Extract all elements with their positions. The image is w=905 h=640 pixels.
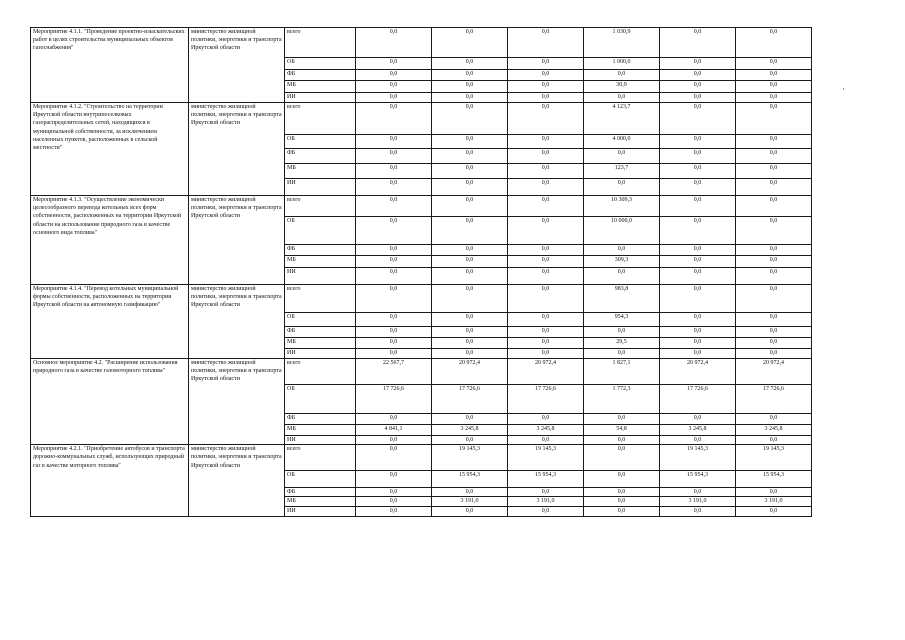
value-cell: 0,0 [432,70,508,81]
table-row [31,359,812,385]
value-cell: 17 726,6 [356,385,432,414]
value-cell: 0,0 [508,93,584,103]
value-cell: 4 000,0 [584,135,660,149]
value-cell: 17 726,6 [660,385,736,414]
table-row [31,196,812,217]
value-cell: 0,0 [356,179,432,196]
responsible-executor-cell: министерство жилищной политики, энергетики и транспорта Иркутской области [189,28,285,103]
responsible-executor-cell: министерство жилищной политики, энергетики и транспорта Иркутской области [189,359,285,445]
value-cell: 4 123,7 [584,103,660,135]
value-cell: 0,0 [432,313,508,327]
value-cell: 0,0 [660,349,736,359]
value-cell: 10 000,0 [584,217,660,245]
value-cell: 0,0 [736,245,812,256]
value-cell: 0,0 [432,28,508,58]
value-cell: 10 309,3 [584,196,660,217]
value-cell: 0,0 [508,285,584,313]
funding-source-cell: ИИ [285,93,356,103]
value-cell: 0,0 [356,81,432,93]
value-cell: 0,0 [660,149,736,164]
funding-source-cell: всего [285,285,356,313]
value-cell: 0,0 [356,285,432,313]
value-cell: 0,0 [736,164,812,179]
funding-source-cell: ФБ [285,70,356,81]
value-cell: 0,0 [432,196,508,217]
value-cell: 0,0 [432,164,508,179]
value-cell: 0,0 [660,58,736,70]
event-name-cell: Мероприятие 4.1.4. "Перевод котельных муниципальной формы собственности, расположенных на территории Иркутской области на автономную газификацию" [31,285,189,359]
value-cell: 954,3 [584,313,660,327]
value-cell: 3 245,8 [508,425,584,436]
value-cell: 0,0 [660,81,736,93]
value-cell: 0,0 [356,471,432,488]
value-cell: 19 145,3 [660,445,736,471]
value-cell: 0,0 [660,268,736,285]
funding-source-cell: ОБ [285,313,356,327]
value-cell: 0,0 [508,28,584,58]
value-cell: 3 245,8 [736,425,812,436]
value-cell: 0,0 [356,268,432,285]
value-cell: 0,0 [736,268,812,285]
value-cell: 0,0 [736,81,812,93]
budget-table [30,27,812,517]
value-cell: 0,0 [356,506,432,516]
value-cell: 0,0 [736,217,812,245]
value-cell: 0,0 [432,488,508,497]
value-cell: 0,0 [660,103,736,135]
funding-source-cell: всего [285,445,356,471]
value-cell: 15 954,3 [432,471,508,488]
value-cell: 0,0 [432,349,508,359]
value-cell: 0,0 [584,506,660,516]
value-cell: 19 145,3 [736,445,812,471]
value-cell: 29,5 [584,338,660,349]
value-cell: 20 972,4 [508,359,584,385]
value-cell: 0,0 [660,245,736,256]
value-cell: 0,0 [356,58,432,70]
funding-source-cell: всего [285,359,356,385]
funding-source-cell: ОБ [285,217,356,245]
value-cell: 123,7 [584,164,660,179]
value-cell: 0,0 [356,488,432,497]
value-cell: 1 827,1 [584,359,660,385]
value-cell: 0,0 [356,149,432,164]
value-cell: 0,0 [356,196,432,217]
value-cell: 0,0 [508,135,584,149]
value-cell: 0,0 [508,256,584,268]
funding-source-cell: МБ [285,425,356,436]
event-name-cell: Мероприятие 4.1.1. "Проведение проектно-изыскательских работ в целях строительства муниципальных объектов газоснабжения" [31,28,189,103]
value-cell: 3 245,8 [660,425,736,436]
value-cell: 1 000,0 [584,58,660,70]
funding-source-cell: МБ [285,338,356,349]
value-cell: 0,0 [356,349,432,359]
value-cell: 0,0 [508,179,584,196]
value-cell: 0,0 [432,414,508,425]
responsible-executor-cell: министерство жилищной политики, энергетики и транспорта Иркутской области [189,285,285,359]
value-cell: 0,0 [660,327,736,338]
value-cell: 0,0 [508,268,584,285]
value-cell: 0,0 [736,256,812,268]
value-cell: 15 954,3 [508,471,584,488]
value-cell: 0,0 [508,81,584,93]
responsible-executor-cell: министерство жилищной политики, энергетики и транспорта Иркутской области [189,196,285,285]
value-cell: 0,0 [584,471,660,488]
value-cell: 20 972,4 [736,359,812,385]
value-cell: 0,0 [432,58,508,70]
table-row [31,103,812,135]
funding-source-cell: ФБ [285,414,356,425]
funding-source-cell: ИИ [285,349,356,359]
value-cell: 0,0 [508,349,584,359]
value-cell: 0,0 [432,179,508,196]
value-cell: 0,0 [356,436,432,445]
value-cell: 0,0 [736,436,812,445]
value-cell: 3 191,0 [508,497,584,506]
value-cell: 0,0 [508,488,584,497]
value-cell: 54,8 [584,425,660,436]
value-cell: 0,0 [736,285,812,313]
value-cell: 0,0 [356,28,432,58]
value-cell: 3 191,0 [736,497,812,506]
value-cell: 0,0 [736,28,812,58]
value-cell: 0,0 [584,414,660,425]
value-cell: 0,0 [508,414,584,425]
value-cell: 17 726,6 [736,385,812,414]
value-cell: 3 191,0 [660,497,736,506]
value-cell: 0,0 [432,81,508,93]
funding-source-cell: всего [285,103,356,135]
value-cell: 0,0 [584,245,660,256]
value-cell: 0,0 [432,338,508,349]
value-cell: 0,0 [432,436,508,445]
value-cell: 19 145,3 [508,445,584,471]
value-cell: 22 567,7 [356,359,432,385]
value-cell: 0,0 [356,103,432,135]
value-cell: 4 841,1 [356,425,432,436]
value-cell: 0,0 [508,313,584,327]
value-cell: 0,0 [736,506,812,516]
value-cell: 0,0 [508,217,584,245]
value-cell: 0,0 [736,488,812,497]
funding-source-cell: ИИ [285,506,356,516]
table-row [31,445,812,471]
value-cell: 0,0 [356,497,432,506]
value-cell: 0,0 [660,217,736,245]
responsible-executor-cell: министерство жилищной политики, энергетики и транспорта Иркутской области [189,445,285,516]
value-cell: 0,0 [432,135,508,149]
value-cell: 0,0 [660,164,736,179]
value-cell: 0,0 [356,70,432,81]
value-cell: 0,0 [356,327,432,338]
value-cell: 0,0 [660,488,736,497]
value-cell: 983,8 [584,285,660,313]
value-cell: 0,0 [660,338,736,349]
value-cell: 3 245,8 [432,425,508,436]
value-cell: 309,3 [584,256,660,268]
value-cell: 0,0 [736,196,812,217]
value-cell: 17 726,6 [508,385,584,414]
value-cell: 0,0 [660,436,736,445]
value-cell: 0,0 [584,327,660,338]
value-cell: 0,0 [584,488,660,497]
value-cell: 17 726,6 [432,385,508,414]
value-cell: 0,0 [660,135,736,149]
value-cell: 0,0 [660,506,736,516]
value-cell: 0,0 [432,245,508,256]
value-cell: 0,0 [356,256,432,268]
value-cell: 0,0 [508,70,584,81]
value-cell: 0,0 [660,70,736,81]
funding-source-cell: ОБ [285,385,356,414]
funding-source-cell: ФБ [285,245,356,256]
funding-source-cell: ИИ [285,436,356,445]
value-cell: 0,0 [432,285,508,313]
value-cell: 0,0 [356,445,432,471]
funding-source-cell: ОБ [285,58,356,70]
value-cell: 0,0 [584,497,660,506]
value-cell: 20 972,4 [432,359,508,385]
event-name-cell: Основное мероприятие 4.2. "Расширение использования природного газа в качестве газомоторного топлива" [31,359,189,445]
value-cell: 0,0 [736,414,812,425]
value-cell: 0,0 [356,135,432,149]
value-cell: 0,0 [508,103,584,135]
funding-source-cell: МБ [285,497,356,506]
value-cell: 0,0 [660,285,736,313]
value-cell: 0,0 [660,313,736,327]
value-cell: 0,0 [736,349,812,359]
value-cell: 0,0 [508,149,584,164]
value-cell: 0,0 [432,217,508,245]
event-name-cell: Мероприятие 4.1.2. "Строительство на территории Иркутской области внутрипоселковых газораспределительных сетей, находящихся в муниципальной собственности, за исключением населенных пунктов, расположенных в сельской местности" [31,103,189,196]
value-cell: 0,0 [508,436,584,445]
value-cell: 0,0 [736,313,812,327]
value-cell: 0,0 [584,179,660,196]
value-cell: 0,0 [432,268,508,285]
value-cell: 0,0 [584,70,660,81]
value-cell: 0,0 [660,196,736,217]
value-cell: 0,0 [584,349,660,359]
value-cell: 0,0 [508,245,584,256]
value-cell: 20 972,4 [660,359,736,385]
value-cell: 0,0 [508,58,584,70]
funding-source-cell: ИИ [285,268,356,285]
value-cell: 15 954,3 [660,471,736,488]
value-cell: 0,0 [356,338,432,349]
funding-source-cell: МБ [285,256,356,268]
value-cell: 0,0 [356,313,432,327]
value-cell: 0,0 [584,445,660,471]
value-cell: 0,0 [508,196,584,217]
value-cell: 0,0 [508,506,584,516]
value-cell: 0,0 [432,327,508,338]
margin-tick: ' [843,88,845,95]
table-row [31,285,812,313]
value-cell: 19 145,3 [432,445,508,471]
value-cell: 0,0 [356,414,432,425]
value-cell: 0,0 [584,93,660,103]
value-cell: 0,0 [432,256,508,268]
value-cell: 0,0 [584,268,660,285]
value-cell: 0,0 [736,327,812,338]
funding-source-cell: всего [285,28,356,58]
value-cell: 0,0 [736,149,812,164]
value-cell: 15 954,3 [736,471,812,488]
budget-table-body [31,28,812,517]
value-cell: 0,0 [660,414,736,425]
value-cell: 0,0 [736,135,812,149]
value-cell: 0,0 [736,179,812,196]
value-cell: 0,0 [660,256,736,268]
funding-source-cell: ОБ [285,471,356,488]
table-row [31,28,812,58]
value-cell: 0,0 [736,70,812,81]
funding-source-cell: всего [285,196,356,217]
funding-source-cell: ФБ [285,488,356,497]
value-cell: 0,0 [736,103,812,135]
funding-source-cell: МБ [285,164,356,179]
value-cell: 0,0 [356,93,432,103]
value-cell: 0,0 [660,28,736,58]
value-cell: 0,0 [736,93,812,103]
value-cell: 30,9 [584,81,660,93]
value-cell: 1 030,9 [584,28,660,58]
funding-source-cell: ОБ [285,135,356,149]
value-cell: 0,0 [432,149,508,164]
value-cell: 0,0 [356,217,432,245]
funding-source-cell: ИИ [285,179,356,196]
value-cell: 0,0 [432,506,508,516]
value-cell: 3 191,0 [432,497,508,506]
value-cell: 0,0 [584,436,660,445]
value-cell: 0,0 [432,93,508,103]
value-cell: 0,0 [356,245,432,256]
value-cell: 0,0 [508,164,584,179]
event-name-cell: Мероприятие 4.2.1. "Приобретение автобусов и транспорта дорожно-коммунальных служб, использующих природный газ в качестве моторного топлива" [31,445,189,516]
value-cell: 0,0 [356,164,432,179]
value-cell: 1 772,3 [584,385,660,414]
value-cell: 0,0 [660,93,736,103]
value-cell: 0,0 [584,149,660,164]
value-cell: 0,0 [508,338,584,349]
value-cell: 0,0 [736,58,812,70]
value-cell: 0,0 [508,327,584,338]
responsible-executor-cell: министерство жилищной политики, энергетики и транспорта Иркутской области [189,103,285,196]
funding-source-cell: МБ [285,81,356,93]
funding-source-cell: ФБ [285,327,356,338]
funding-source-cell: ФБ [285,149,356,164]
event-name-cell: Мероприятие 4.1.3. "Осуществление экономически целесообразного перевода котельных всех форм собственности, расположенных на территории Иркутской области на использование природного газа в качестве основного вида топлива" [31,196,189,285]
value-cell: 0,0 [736,338,812,349]
value-cell: 0,0 [432,103,508,135]
value-cell: 0,0 [660,179,736,196]
